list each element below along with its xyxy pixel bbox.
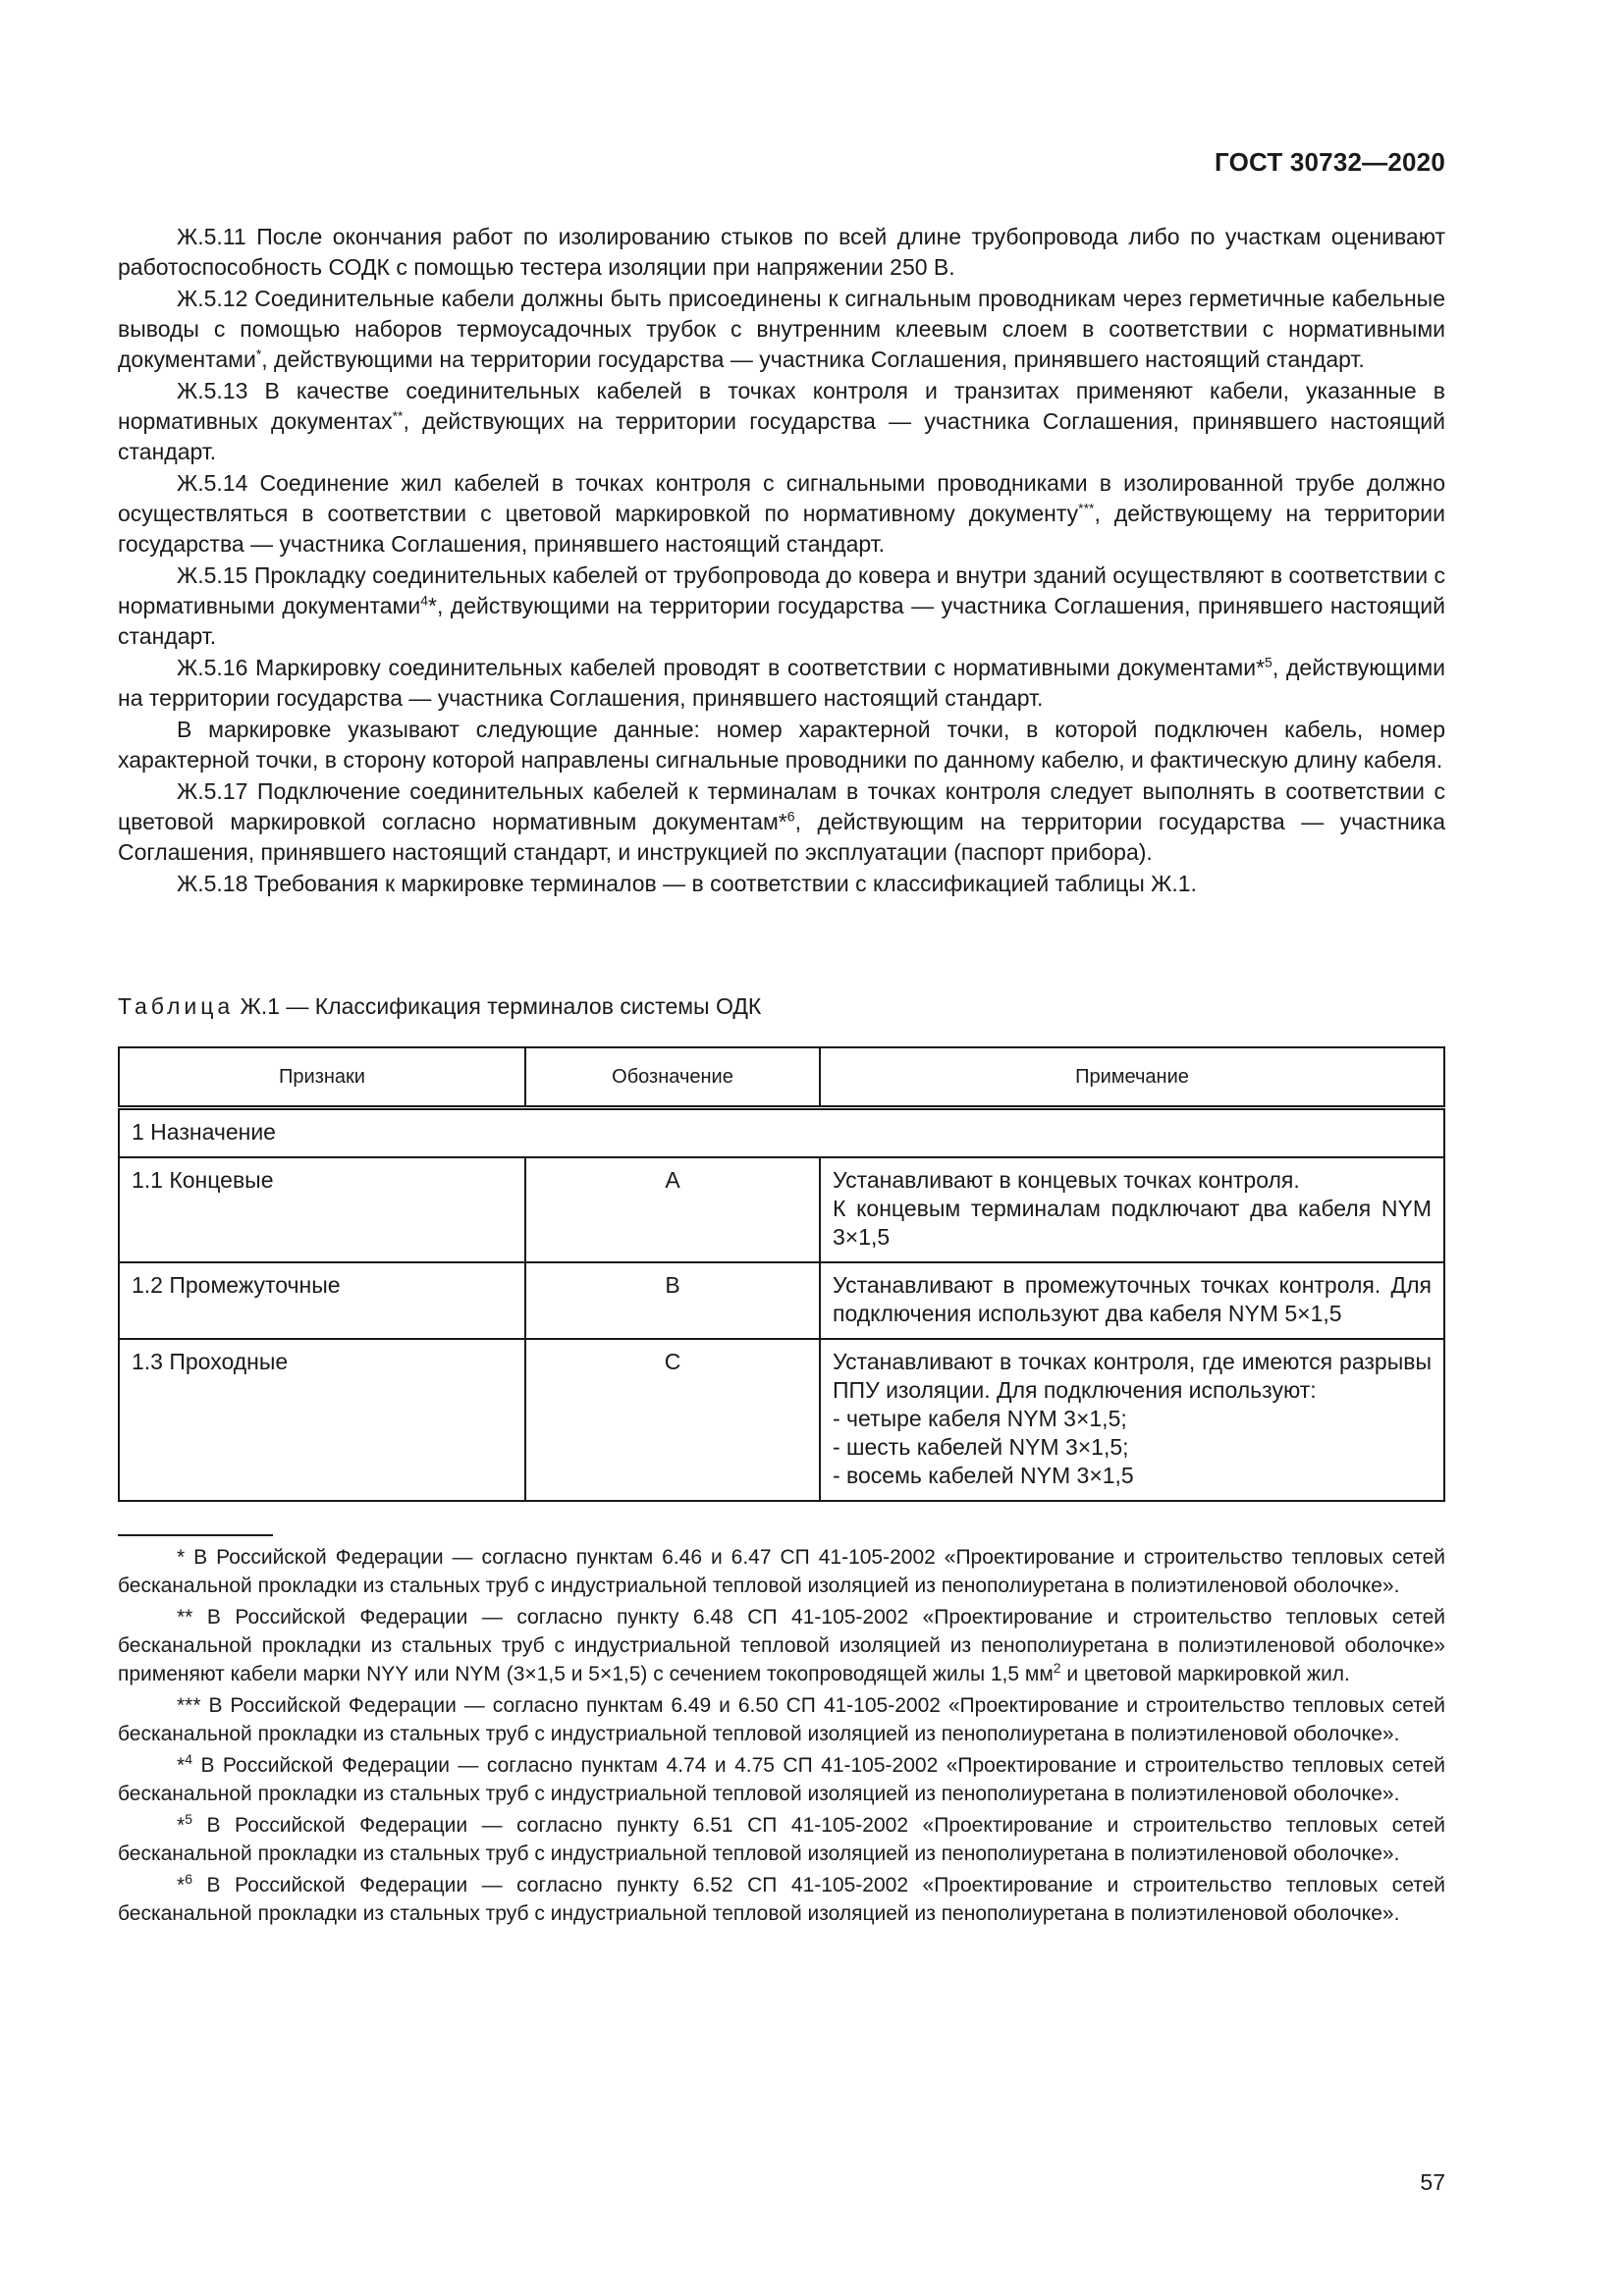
page-number: 57 — [1420, 2169, 1445, 2195]
footnote: *$^6$ В Российской Федерации — согласно пункту 6.52 СП 41-105-2002 «Проектирование и строительство тепловых сетей бесканальной прокладки из стальных труб с индустриальной тепловой изоляцией из пенополиуретана в полиэтиленовой оболочке». — [118, 1871, 1445, 1925]
note-cell: Устанавливают в концевых точках контроля. К концевым терминалам подключают два кабеля NYM 3×1,5 — [820, 1157, 1444, 1262]
column-header-designation: Обозначение — [525, 1047, 820, 1108]
paragraph-5-16: Ж.5.16 Маркировку соединительных кабелей проводят в соответствии с нормативными документами*$^5$, действующими на территории государства — участника Соглашения, принявшего настоящий стандарт. — [118, 654, 1445, 711]
footnote-ref[interactable]: * — [255, 346, 262, 362]
terminal-classification-table — [118, 1046, 1445, 1502]
footnote-ref[interactable]: ** — [392, 407, 404, 424]
footnote-ref[interactable]: *** — [1078, 500, 1095, 516]
paragraph-5-12: Ж.5.12 Соединительные кабели должны быть присоединены к сигнальным проводникам через герметичные кабельные выводы с помощью наборов термоусадочных трубок с внутренним клеевым слоем в соответствии с нормативными документами*, действующими на территории государства — участника Соглашения, принявшего настоящий стандарт. — [118, 286, 1445, 372]
feature-cell: 1.3 Проходные — [119, 1339, 525, 1501]
footnote-ref[interactable]: 5 — [1265, 654, 1272, 670]
paragraph-5-15: Ж.5.15 Прокладку соединительных кабелей от трубопровода до ковера и внутри зданий осуществляют в соответствии с нормативными документами$^4$*, действующими на территории государства — участника Соглашения, принявшего настоящий стандарт. — [118, 562, 1446, 649]
footnote: *** В Российской Федерации — согласно пунктам 6.49 и 6.50 СП 41-105-2002 «Проектирование и строительство тепловых сетей бесканальной прокладки из стальных труб с индустриальной тепловой изоляцией из пенополиуретана в полиэтиленовой оболочке». — [118, 1694, 1445, 1745]
paragraph-5-17: Ж.5.17 Подключение соединительных кабелей к терминалам в точках контроля следует выполнять в соответствии с цветовой маркировкой согласно нормативным документам*$^6$, действующим на территории государства — участника Соглашения, принявшего настоящий стандарт, и инструкцией по эксплуатации (паспорт прибора). — [118, 778, 1445, 865]
footnote-separator — [118, 1534, 273, 1536]
footnote: *$^5$ В Российской Федерации — согласно пункту 6.51 СП 41-105-2002 «Проектирование и строительство тепловых сетей бесканальной прокладки из стальных труб с индустриальной тепловой изоляцией из пенополиуретана в полиэтиленовой оболочке». — [118, 1811, 1445, 1865]
table-row — [119, 1262, 1444, 1339]
designation-cell: С — [525, 1339, 820, 1501]
footnote: * В Российской Федерации — согласно пунктам 6.46 и 6.47 СП 41-105-2002 «Проектирование и строительство тепловых сетей бесканальной прокладки из стальных труб с индустриальной тепловой изоляцией из пенополиуретана в полиэтиленовой оболочке». — [118, 1546, 1445, 1597]
column-header-features: Признаки — [119, 1047, 525, 1108]
document-page — [118, 0, 1445, 2296]
body-text — [118, 222, 1445, 900]
note-cell: Устанавливают в точках контроля, где имеются разрывы ППУ изоляции. Для подключения используют: - четыре кабеля NYM 3×1,5; - шесть кабелей NYM 3×1,5; - восемь кабелей NYM 3×1,5 — [820, 1339, 1444, 1501]
paragraph-5-13: Ж.5.13 В качестве соединительных кабелей в точках контроля и транзитах применяют кабели, указанные в нормативных документах**, действующих на территории государства — участника Соглашения, принявшего настоящий стандарт. — [118, 378, 1445, 464]
table-caption-text: Ж.1 — Классификация терминалов системы ОДК — [234, 993, 762, 1019]
feature-cell: 1.1 Концевые — [119, 1157, 525, 1262]
table-caption — [118, 991, 761, 1022]
paragraph-5-11: Ж.5.11 После окончания работ по изолированию стыков по всей длине трубопровода либо по участкам оценивают работоспособность СОДК с помощью тестера изоляции при напряжении 250 В. — [118, 224, 1445, 280]
paragraph-5-14: Ж.5.14 Соединение жил кабелей в точках контроля с сигнальными проводниками в изолированной трубе должно осуществляться в соответствии с цветовой маркировкой по нормативному документу***, действующему на территории государства — участника Соглашения, принявшего настоящий стандарт. — [118, 470, 1445, 557]
paragraph-5-18: Ж.5.18 Требования к маркировке терминалов — в соответствии с классификацией таблицы Ж.1. — [177, 871, 1197, 896]
table-caption-label: Таблица — [118, 993, 235, 1019]
table-row — [119, 1157, 1444, 1262]
footnote: *$^4$ В Российской Федерации — согласно пунктам 4.74 и 4.75 СП 41-105-2002 «Проектирование и строительство тепловых сетей бесканальной прокладки из стальных труб с индустриальной тепловой изоляцией из пенополиуретана в полиэтиленовой оболочке». — [118, 1751, 1445, 1805]
footnote-ref[interactable]: 4 — [420, 592, 428, 609]
note-cell: Устанавливают в промежуточных точках контроля. Для подключения используют два кабеля NYM 5×1,5 — [820, 1262, 1444, 1339]
column-header-note: Примечание — [820, 1047, 1444, 1108]
designation-cell: А — [525, 1157, 820, 1262]
footnote: ** В Российской Федерации — согласно пункту 6.48 СП 41-105-2002 «Проектирование и строительство тепловых сетей бесканальной прокладки из стальных труб с индустриальной тепловой изоляцией из пенополиуретана в полиэтиленовой оболочке» применяют кабели марки NYY или NYM (3×1,5 и 5×1,5) с сечением токопроводящей жилы 1,5 $мм^2$ и цветовой маркировкой жил. — [118, 1606, 1445, 1685]
footnotes — [118, 1543, 1445, 1931]
footnote-ref[interactable]: 6 — [786, 808, 795, 825]
paragraph-5-16-detail: В маркировке указывают следующие данные: номер характерной точки, в которой подключен кабель, номер характерной точки, в сторону которой направлены сигнальные проводники по данному кабелю, и фактическую длину кабеля. — [118, 717, 1445, 773]
table-row — [119, 1339, 1444, 1501]
table-section-row — [119, 1108, 1444, 1158]
designation-cell: В — [525, 1262, 820, 1339]
document-header: ГОСТ 30732—2020 — [1215, 147, 1445, 177]
table-header-row — [119, 1047, 1444, 1108]
feature-cell: 1.2 Промежуточные — [119, 1262, 525, 1339]
section-title: 1 Назначение — [119, 1108, 1444, 1158]
